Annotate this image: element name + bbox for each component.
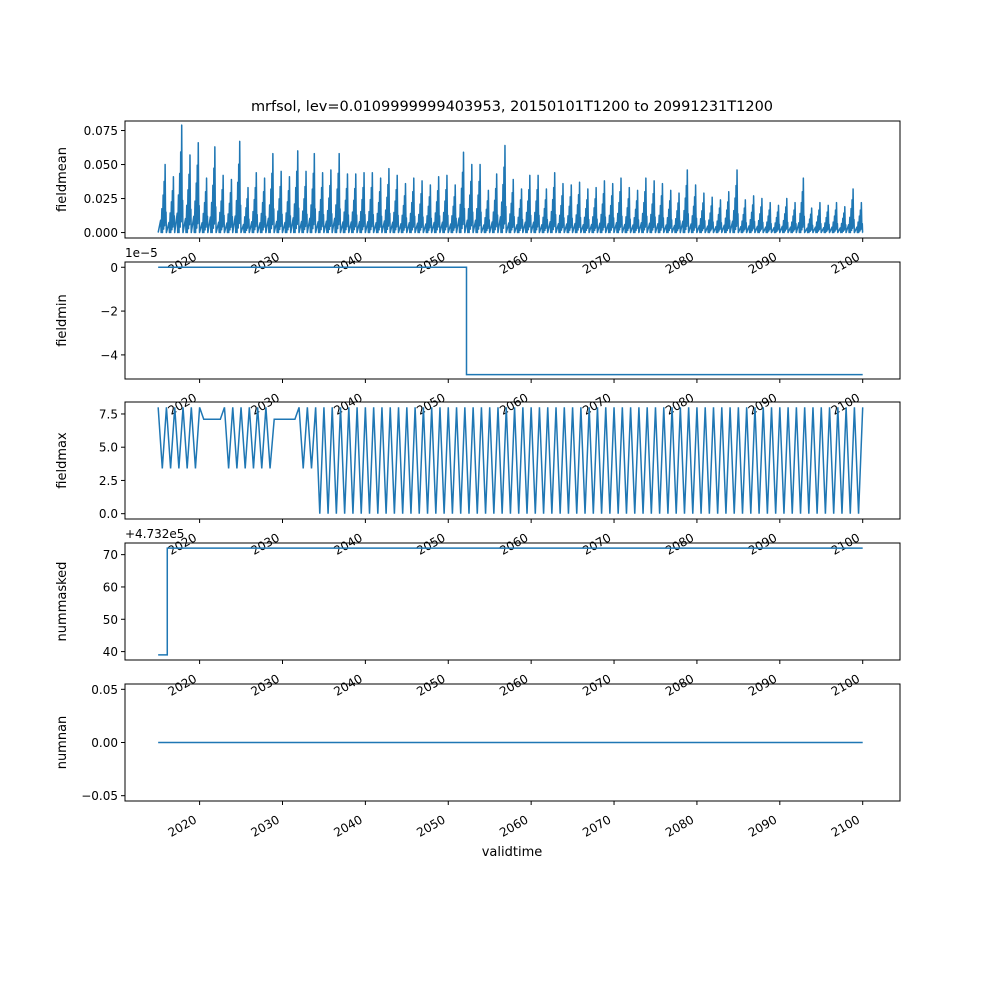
- x-tick-label: 2040: [331, 812, 365, 840]
- axes-frame-nummasked: [125, 543, 900, 660]
- y-tick-label: 0.075: [83, 124, 118, 139]
- y-tick-label: 0.050: [83, 158, 118, 173]
- axis-offset-label: +4.732e5: [125, 527, 185, 541]
- x-tick-label: 2060: [497, 671, 531, 699]
- x-tick-label: 2090: [745, 249, 780, 277]
- x-tick-label: 2020: [165, 812, 200, 840]
- x-tick-label: 2100: [828, 390, 863, 418]
- x-tick-label: 2090: [745, 530, 780, 558]
- x-tick-label: 2090: [745, 671, 780, 699]
- x-tick-label: 2050: [414, 249, 448, 277]
- x-tick-label: 2050: [414, 812, 448, 840]
- x-tick-label: 2040: [331, 671, 365, 699]
- y-tick-label: 40: [102, 645, 118, 660]
- y-tick-label: 50: [102, 612, 118, 627]
- y-tick-label: 60: [102, 580, 118, 595]
- y-tick-label: 70: [102, 548, 118, 563]
- x-tick-label: 2060: [497, 812, 531, 840]
- x-tick-label: 2030: [248, 812, 282, 840]
- x-tick-label: 2070: [580, 249, 614, 277]
- x-tick-label: 2050: [414, 671, 448, 699]
- y-tick-label: 7.5: [98, 407, 118, 422]
- y-tick-label: −2: [100, 304, 118, 319]
- x-tick-label: 2050: [414, 390, 448, 418]
- y-axis-label: fieldmax: [55, 432, 70, 489]
- x-tick-label: 2100: [828, 249, 863, 277]
- x-axis-label: validtime: [481, 845, 543, 860]
- y-tick-label: 0.05: [91, 682, 118, 697]
- y-axis-label: fieldmean: [55, 147, 70, 212]
- x-tick-label: 2020: [165, 671, 200, 699]
- x-tick-label: 2030: [248, 530, 282, 558]
- subplot-fieldmean: [55, 121, 900, 277]
- x-tick-label: 2080: [662, 671, 697, 699]
- series-line-nummasked: [158, 548, 863, 655]
- y-axis-label: nummasked: [55, 561, 70, 642]
- x-tick-label: 2100: [828, 530, 863, 558]
- subplot-fieldmin: [55, 246, 900, 418]
- y-tick-label: 2.5: [98, 473, 118, 488]
- y-tick-label: 0.025: [83, 192, 118, 207]
- x-tick-label: 2020: [165, 530, 200, 558]
- subplot-nummasked: [55, 527, 900, 699]
- x-tick-label: 2080: [662, 390, 697, 418]
- subplot-numnan: [55, 683, 900, 840]
- x-tick-label: 2090: [745, 390, 780, 418]
- x-tick-label: 2060: [497, 530, 531, 558]
- x-tick-label: 2070: [580, 812, 614, 840]
- x-tick-label: 2070: [580, 530, 614, 558]
- x-tick-label: 2040: [331, 390, 365, 418]
- x-tick-label: 2060: [497, 249, 531, 277]
- x-tick-label: 2080: [662, 812, 697, 840]
- x-tick-label: 2100: [828, 812, 863, 840]
- y-axis-label: numnan: [55, 715, 70, 770]
- x-tick-label: 2020: [165, 249, 200, 277]
- y-tick-label: 5.0: [98, 440, 118, 455]
- axes-frame-fieldmin: [125, 262, 900, 379]
- y-tick-label: −0.05: [81, 789, 118, 804]
- x-tick-label: 2040: [331, 249, 365, 277]
- series-line-fieldmin: [158, 267, 863, 374]
- axis-offset-label: 1e−5: [125, 246, 158, 260]
- y-tick-label: 0: [110, 260, 118, 275]
- x-tick-label: 2020: [165, 390, 200, 418]
- x-tick-label: 2050: [414, 530, 448, 558]
- x-tick-label: 2090: [745, 812, 780, 840]
- x-tick-label: 2040: [331, 530, 365, 558]
- y-tick-label: −4: [100, 348, 118, 363]
- y-axis-label: fieldmin: [55, 294, 70, 347]
- x-tick-label: 2080: [662, 249, 697, 277]
- x-tick-label: 2080: [662, 530, 697, 558]
- x-tick-label: 2100: [828, 671, 863, 699]
- x-tick-label: 2030: [248, 671, 282, 699]
- x-tick-label: 2070: [580, 390, 614, 418]
- x-tick-label: 2060: [497, 390, 531, 418]
- y-tick-label: 0.0: [98, 507, 118, 522]
- series-line-fieldmean: [158, 125, 863, 232]
- x-tick-label: 2030: [248, 249, 282, 277]
- x-tick-label: 2030: [248, 390, 282, 418]
- series-line-fieldmax: [158, 407, 863, 513]
- y-tick-label: 0.000: [83, 226, 118, 241]
- x-tick-label: 2070: [580, 671, 614, 699]
- y-tick-label: 0.00: [91, 736, 118, 750]
- figure-title: mrfsol, lev=0.0109999999403953, 20150101T1200 to 20991231T1200: [250, 99, 774, 115]
